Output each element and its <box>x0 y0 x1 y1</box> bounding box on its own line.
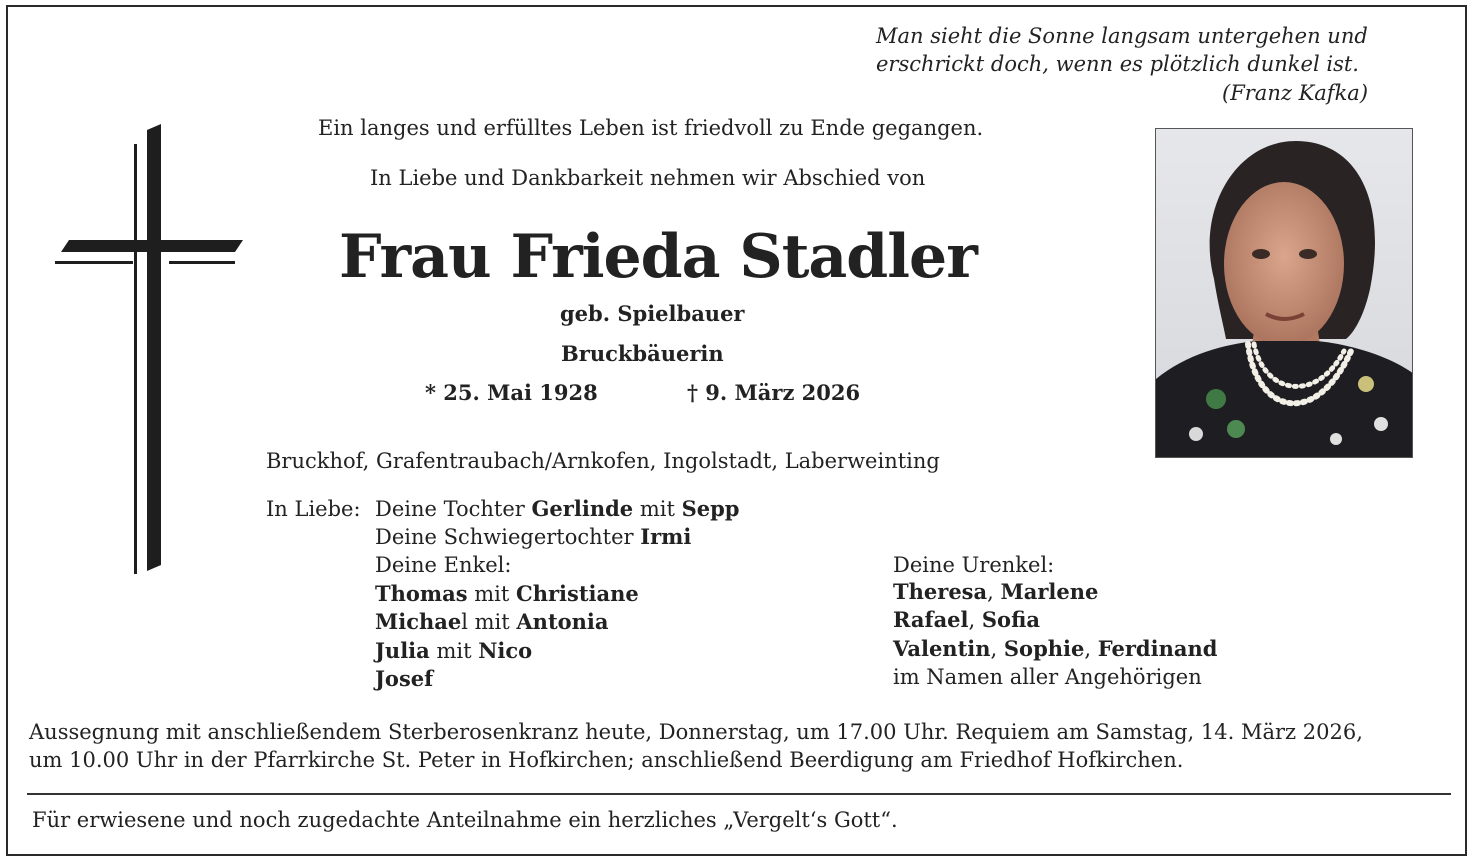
intro-line-2: In Liebe und Dankbarkeit nehmen wir Abschied von <box>370 166 926 190</box>
great-grandchildren-label: Deine Urenkel: <box>893 553 1055 577</box>
intro-line-1: Ein langes und erfülltes Leben ist friedvoll zu Ende gegangen. <box>318 116 984 140</box>
mourner-daughter: Deine Tochter Gerlinde mit Sepp <box>375 496 740 521</box>
closing-line: im Namen aller Angehörigen <box>893 665 1202 689</box>
great-grandchild-line-3: Valentin, Sophie, Ferdinand <box>893 636 1218 661</box>
birth-date: * 25. Mai 1928 <box>425 380 598 405</box>
maiden-name: geb. Spielbauer <box>560 301 745 326</box>
quote-author: (Franz Kafka) <box>1222 81 1369 105</box>
grandchild-line-2: Michael mit Antonia <box>375 609 609 634</box>
places: Bruckhof, Grafentraubach/Arnkofen, Ingolstadt, Laberweinting <box>266 449 940 473</box>
service-line-1: Aussegnung mit anschließendem Sterberosenkranz heute, Donnerstag, um 17.00 Uhr. Requiem am Samstag, 14. März 2026, <box>29 720 1363 744</box>
divider-rule <box>27 793 1451 795</box>
thanks-line: Für erwiesene und noch zugedachte Anteilnahme ein herzliches „Vergelt‘s Gott“. <box>32 808 898 832</box>
service-line-2: um 10.00 Uhr in der Pfarrkirche St. Peter in Hofkirchen; anschließend Beerdigung am Friedhof Hofkirchen. <box>29 748 1184 772</box>
grandchildren-label: Deine Enkel: <box>375 553 512 577</box>
grandchild-line-3: Julia mit Nico <box>375 638 533 663</box>
portrait-photo <box>1155 128 1413 458</box>
mourner-daughter-in-law: Deine Schwiegertochter Irmi <box>375 524 692 549</box>
great-grandchild-line-1: Theresa, Marlene <box>893 579 1099 604</box>
death-date: † 9. März 2026 <box>687 380 861 405</box>
deceased-name: Frau Frieda Stadler <box>339 222 977 292</box>
quote-line-1: Man sieht die Sonne langsam untergehen und <box>876 24 1368 48</box>
cross-icon <box>55 122 247 577</box>
quote-line-2: erschrickt doch, wenn es plötzlich dunkel ist. <box>876 52 1359 76</box>
grandchild-line-4: Josef <box>375 666 434 691</box>
great-grandchild-line-2: Rafael, Sofia <box>893 607 1040 632</box>
mourners-label: In Liebe: <box>266 497 361 521</box>
occupation: Bruckbäuerin <box>561 341 724 366</box>
grandchild-line-1: Thomas mit Christiane <box>375 581 639 606</box>
